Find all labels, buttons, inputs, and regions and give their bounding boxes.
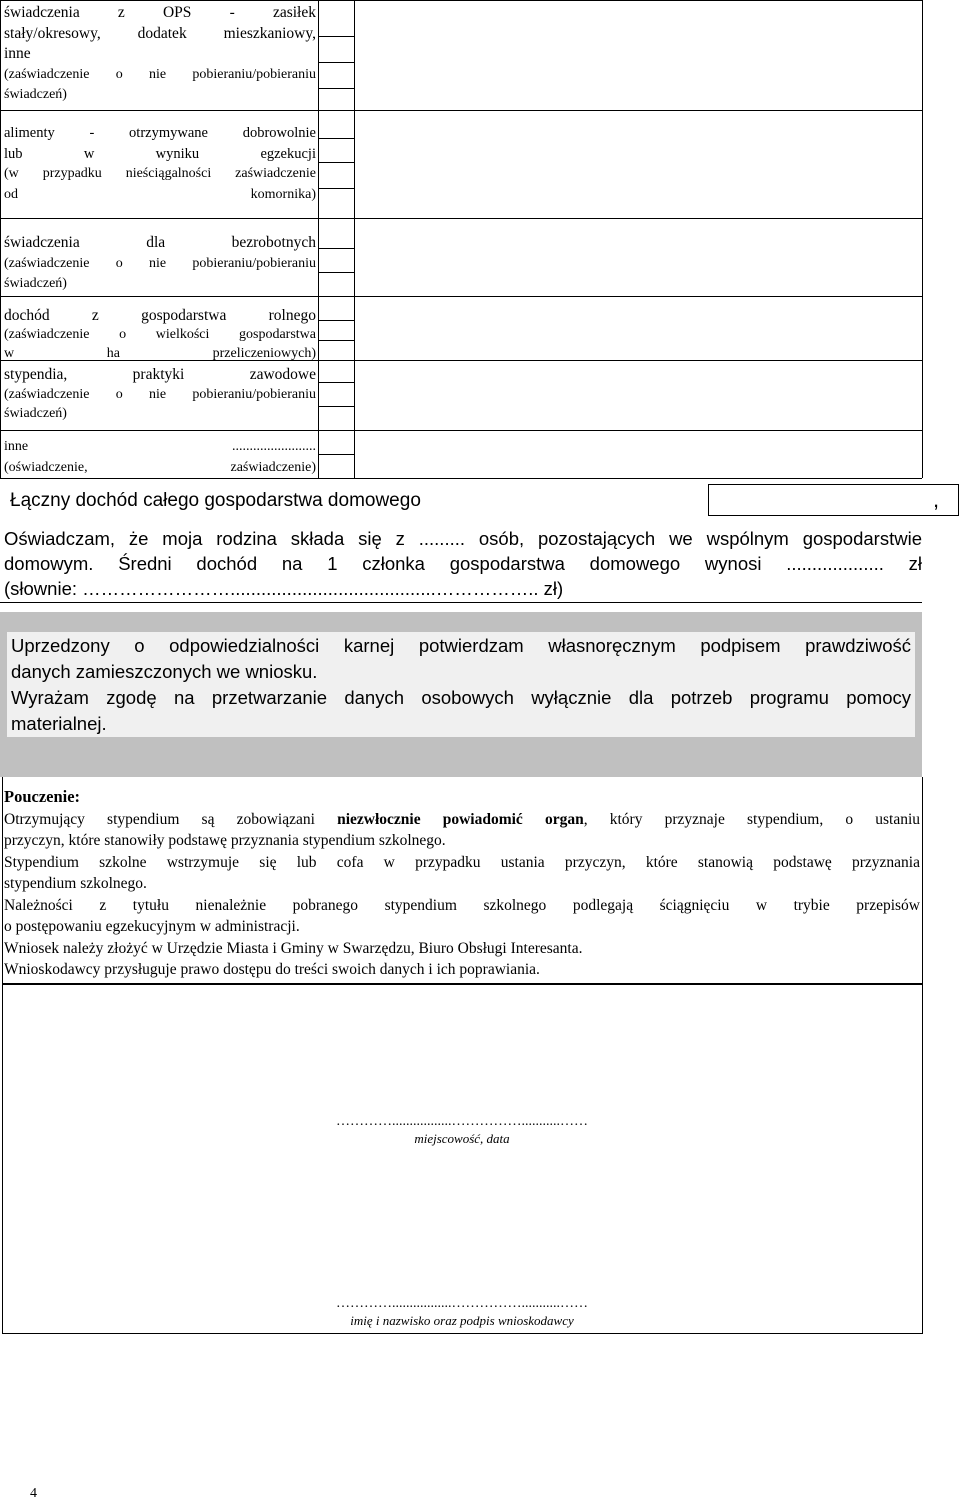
instruction-line: Należności z tytułu nienależnie pobranego stypendium szkolnego podlegają ściągnięciu w trybie przepisów — [4, 896, 920, 914]
divider — [0, 602, 922, 603]
name-signature-dots: ………….................……………...........…… — [336, 1296, 588, 1311]
income-row-scholarship — [4, 365, 316, 424]
row-text-line: alimenty - otrzymywane dobrowolnie — [4, 125, 316, 141]
income-row-alimony — [4, 123, 316, 205]
row-text-line: lub w wyniku egzekucji — [4, 145, 316, 162]
income-row-farm — [4, 306, 316, 363]
income-row-ops — [4, 3, 316, 106]
statement-line: Uprzedzony o odpowiedzialności karnej potwierdzam własnoręcznym podpisem prawdziwość — [11, 635, 911, 656]
row-text-line: stypendia, praktyki zawodowe — [4, 366, 316, 383]
place-date-dots: ………….................……………...........…… — [336, 1114, 588, 1129]
row-text-line: (w przypadku nieściągalności zaświadczenie — [4, 166, 316, 181]
instruction-line: Otrzymujący stypendium są zobowiązani niezwłocznie powiadomić organ, który przyznaje stypendium, o ustaniu — [4, 810, 921, 828]
instruction-line: stypendium szkolnego. — [4, 875, 147, 892]
total-income-field[interactable] — [708, 484, 959, 516]
name-signature-label: imię i nazwisko oraz podpis wnioskodawcy — [350, 1313, 574, 1328]
row-text-line: dochód z gospodarstwa rolnego — [4, 307, 316, 324]
statement-line: Wyrażam zgodę na przetwarzanie danych osobowych wyłącznie dla potrzeb programu pomocy — [11, 687, 911, 708]
row-text-line: świadczenia z OPS - zasiłek — [4, 4, 316, 21]
instruction-line: przyczyn, które stanowiły podstawę przyznania stypendium szkolnego. — [4, 832, 446, 849]
row-text-line: świadczenia dla bezrobotnych — [4, 234, 316, 251]
instruction-line: Stypendium szkolne wstrzymuje się lub cofa w przypadku ustania przyczyn, które stanowią podstawę przyznania — [4, 853, 920, 871]
row-text-line: świadczeń) — [4, 87, 67, 102]
instruction-line: Wniosek należy złożyć w Urzędzie Miasta i Gminy w Swarzędzu, Biuro Obsługi Interesanta. — [4, 939, 583, 957]
instruction-title: Pouczenie: — [4, 787, 81, 806]
row-text-line: od komornika) — [4, 186, 316, 202]
row-text-line: (oświadczenie, zaświadczenie) — [4, 460, 316, 475]
income-row-other — [4, 436, 316, 478]
declaration-line: Oświadczam, że moja rodzina składa się z ......... osób, pozostających we wspólnym gospodarstwie — [4, 528, 922, 549]
row-text-line: świadczeń) — [4, 406, 67, 421]
responsibility-statement — [7, 632, 915, 737]
instruction-emphasis: niezwłocznie powiadomić organ — [337, 810, 584, 828]
total-income-label: Łączny dochód całego gospodarstwa domowego — [10, 490, 421, 511]
row-text-line: w ha przeliczeniowych) — [4, 346, 316, 361]
row-text-line: (zaświadczenie o wielkości gospodarstwa — [4, 327, 316, 342]
instruction-line: Wnioskodawcy przysługuje prawo dostępu do treści swoich danych i ich poprawiania. — [4, 961, 540, 978]
row-text-line: (zaświadczenie o nie pobieraniu/pobieraniu — [4, 66, 316, 82]
declaration-line: domowym. Średni dochód na 1 członka gospodarstwa domowego wynosi ................... zł — [4, 553, 922, 574]
row-text-line: stały/okresowy, dodatek mieszkaniowy, — [4, 24, 316, 42]
page-number: 4 — [30, 1486, 37, 1501]
statement-line: danych zamieszczonych we wniosku. — [11, 661, 318, 682]
household-declaration — [4, 526, 922, 601]
row-text-line: (zaświadczenie o nie pobieraniu/pobieraniu — [4, 386, 316, 402]
instruction-line: o postępowaniu egzekucyjnym w administracji. — [4, 918, 300, 935]
income-row-unemployment — [4, 233, 316, 295]
row-text-line: inne ........................ — [4, 439, 316, 454]
row-text-line: (zaświadczenie o nie pobieraniu/pobieraniu — [4, 255, 316, 271]
row-text-line: świadczeń) — [4, 276, 67, 291]
place-date-label: miejscowość, data — [414, 1131, 510, 1146]
declaration-line: (słownie: ……………………........................................…………….. zł) — [4, 578, 564, 599]
instruction-text — [4, 786, 920, 981]
statement-line: materialnej. — [11, 713, 107, 734]
signature-box — [2, 985, 923, 1334]
total-income-comma: , — [933, 487, 940, 512]
row-text-line: inne — [4, 45, 31, 62]
